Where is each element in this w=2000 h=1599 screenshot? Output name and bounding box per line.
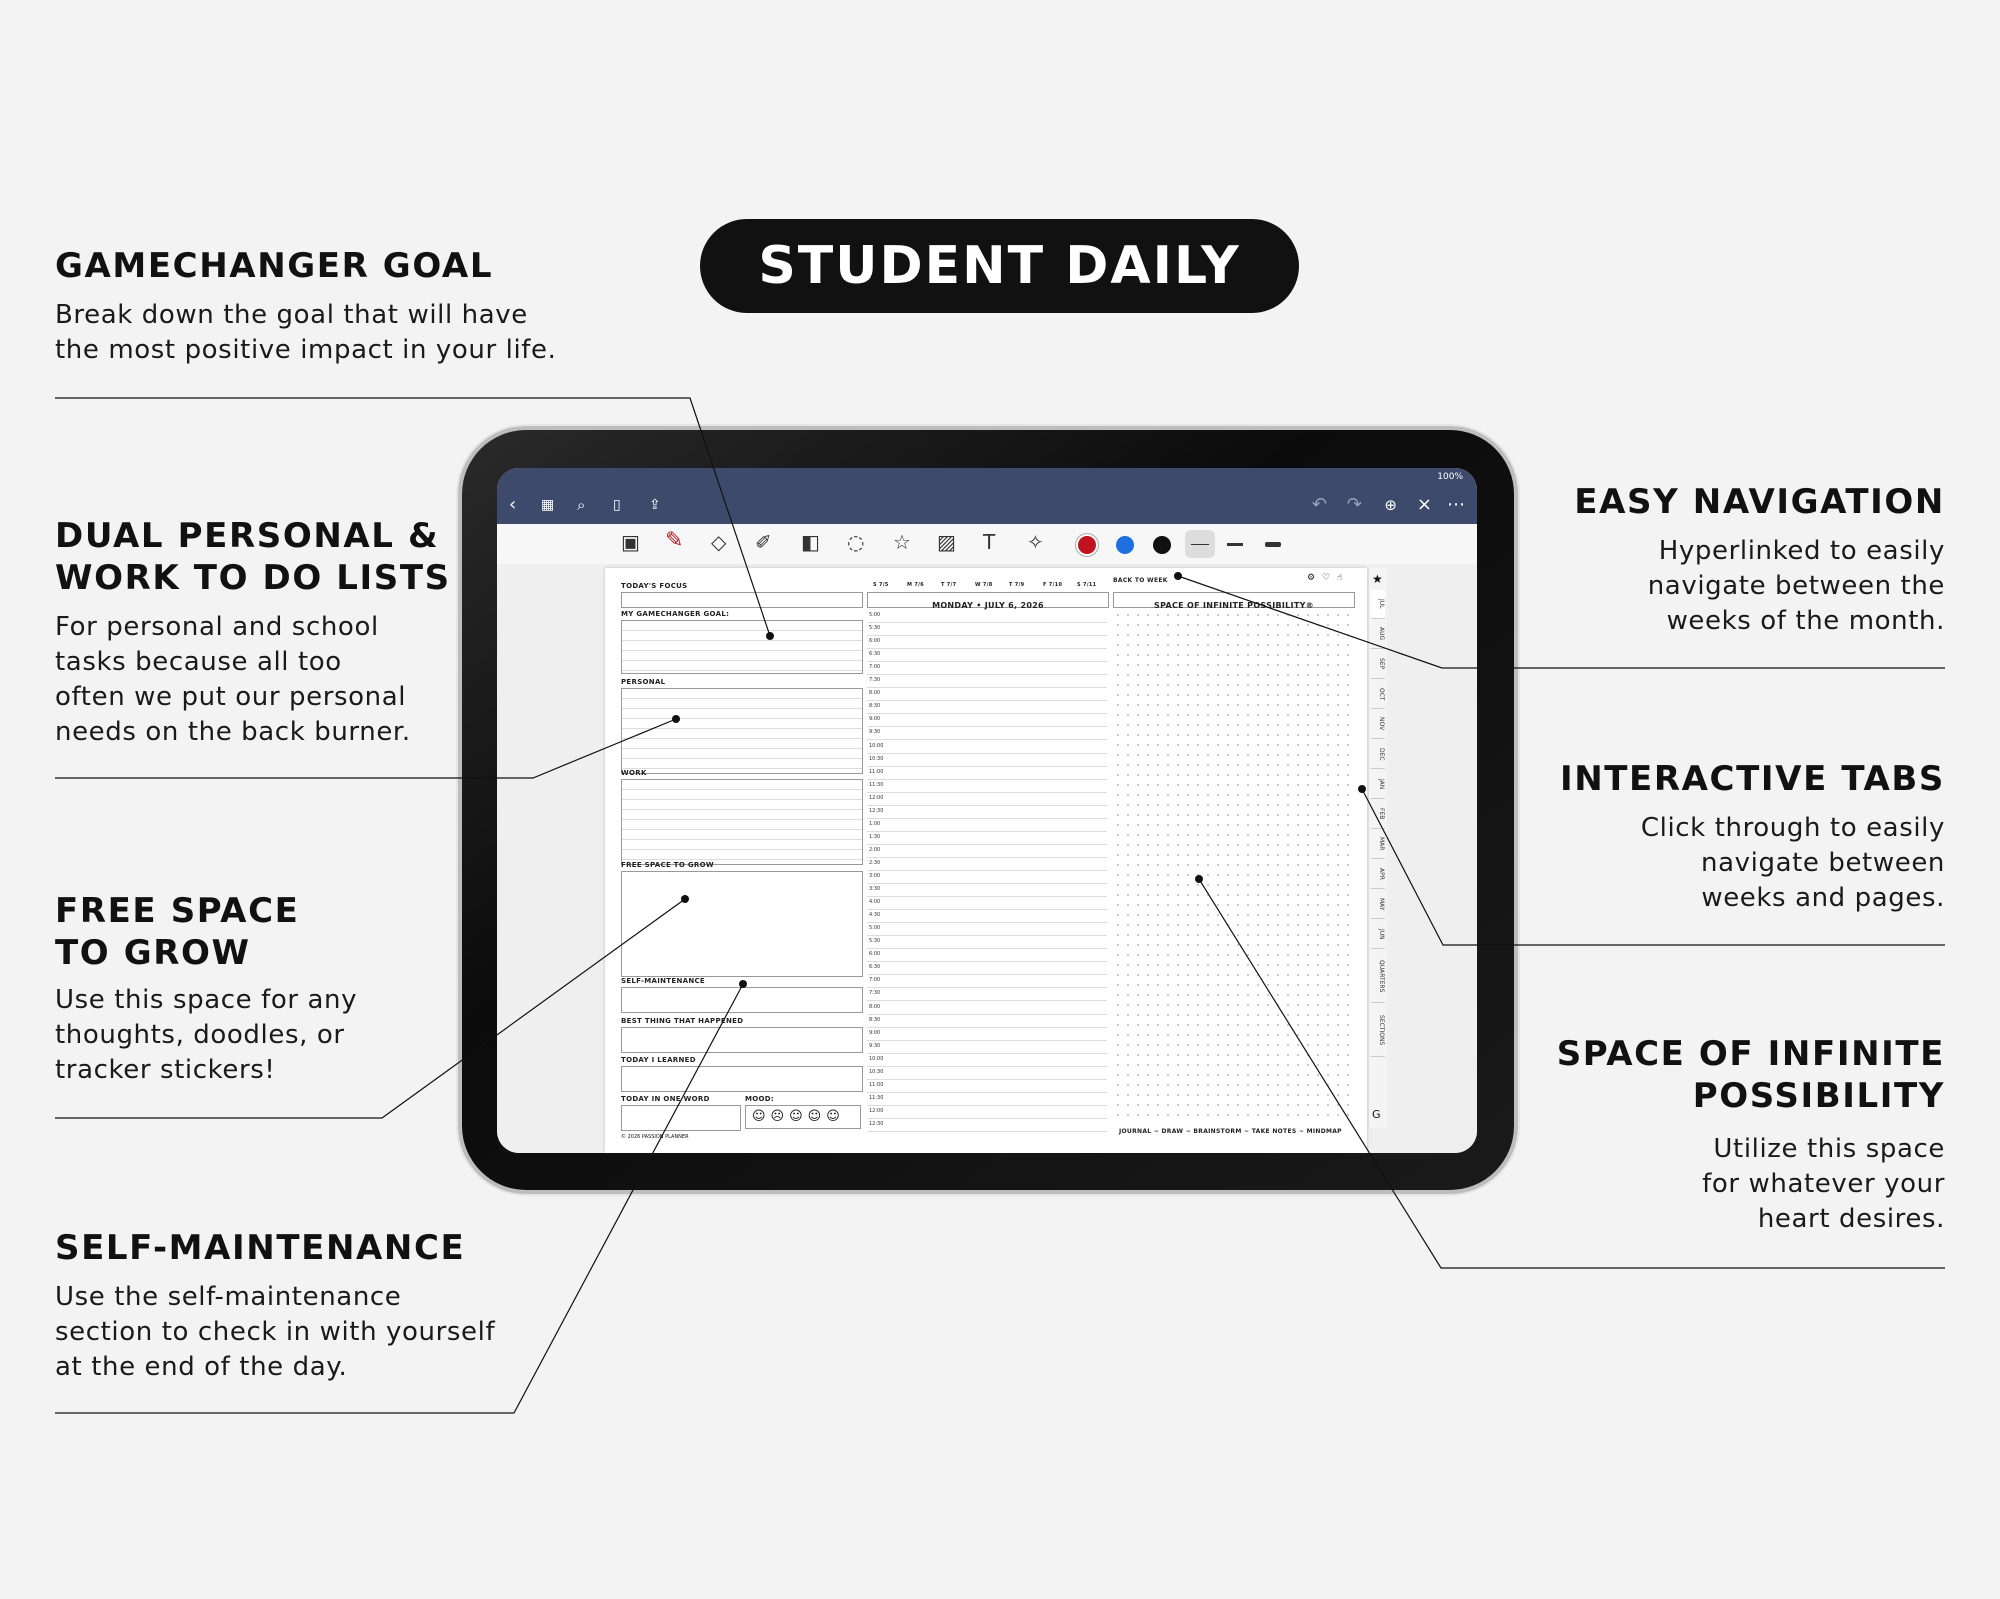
tab-feb[interactable]: FEB <box>1371 800 1385 829</box>
google-icon[interactable]: G <box>1372 1108 1381 1121</box>
eraser-icon[interactable]: ◇ <box>711 530 727 554</box>
time-label: 5:30 <box>869 938 881 945</box>
infinite-space-leader <box>1199 879 1945 1268</box>
time-label: 5:00 <box>869 612 881 618</box>
space-title: SPACE OF INFINITE POSSIBILITY® <box>1154 601 1314 610</box>
time-label: 4:00 <box>869 899 881 906</box>
self-maintenance-title: SELF-MAINTENANCE <box>55 1228 466 1268</box>
interactive-tabs-dot <box>1358 785 1366 793</box>
date-text: MONDAY • JULY 6, 2026 <box>932 601 1044 610</box>
add-page-icon[interactable]: ⊕ <box>1384 496 1397 514</box>
gamechanger-dot <box>766 632 774 640</box>
settings-icon[interactable]: ⚙ <box>1307 573 1316 583</box>
week-day-link[interactable]: W 7/8 <box>975 582 993 588</box>
tab-mar[interactable]: MAR <box>1371 830 1385 859</box>
back-icon[interactable]: ‹ <box>509 494 517 515</box>
week-day-link[interactable]: F 7/10 <box>1043 582 1063 588</box>
image-icon[interactable]: ▨ <box>937 530 956 554</box>
self-maintenance-dot <box>739 980 747 988</box>
time-label: 11:00 <box>869 1081 884 1088</box>
time-label: 2:30 <box>869 859 881 866</box>
free-space-label: FREE SPACE TO GROW <box>621 861 714 869</box>
time-label: 8:30 <box>869 1016 881 1023</box>
tab-nov[interactable]: NOV <box>1371 710 1385 739</box>
star-icon[interactable]: ★ <box>1372 572 1383 586</box>
time-label: 7:30 <box>869 990 881 997</box>
time-label: 1:30 <box>869 833 881 840</box>
self-maintenance-label: SELF-MAINTENANCE <box>621 977 706 985</box>
tab-sep[interactable]: SEP <box>1371 650 1385 679</box>
grid-icon[interactable]: ▦ <box>541 497 555 513</box>
copyright-text: © 2026 PASSION PLANNER <box>621 1134 689 1140</box>
dual-lists-body: For personal and school tasks because all too often we put our personal needs on the back burner. <box>55 612 411 747</box>
tab-sections[interactable]: SECTIONS <box>1371 1004 1385 1057</box>
learned-label: TODAY I LEARNED <box>621 1056 696 1064</box>
gamechanger-goal-label: MY GAMECHANGER GOAL: <box>621 610 730 618</box>
week-day-link[interactable]: S 7/5 <box>873 582 889 588</box>
time-label: 6:30 <box>869 651 881 658</box>
time-label: 6:00 <box>869 638 881 645</box>
time-label: 12:30 <box>869 807 884 814</box>
time-label: 4:30 <box>869 912 881 919</box>
time-label: 11:30 <box>869 1094 884 1101</box>
infinite-space-title: SPACE OF INFINITE POSSIBILITY <box>1556 1034 1945 1116</box>
time-label: 9:00 <box>869 1029 881 1036</box>
time-label: 9:30 <box>869 729 881 736</box>
gamechanger-body: Break down the goal that will have the most positive impact in your life. <box>55 300 557 365</box>
free-space-leader <box>55 899 685 1118</box>
infinite-space-dot <box>1195 875 1203 883</box>
time-label: 3:30 <box>869 886 881 893</box>
time-label: 12:00 <box>869 794 884 801</box>
time-label: 8:00 <box>869 1003 881 1010</box>
week-day-link[interactable]: M 7/6 <box>907 582 925 588</box>
personal-label: PERSONAL <box>621 678 666 686</box>
time-label: 6:30 <box>869 964 881 971</box>
text-icon[interactable]: T <box>983 530 996 554</box>
gamechanger-leader <box>55 398 770 636</box>
lasso-icon[interactable]: ◌ <box>847 530 865 554</box>
week-day-link[interactable]: T 7/7 <box>941 582 957 588</box>
pen-icon[interactable]: ✎ <box>665 528 684 553</box>
interactive-tabs-title: INTERACTIVE TABS <box>1559 759 1945 799</box>
work-label: WORK <box>621 769 647 777</box>
back-to-week-link[interactable]: BACK TO WEEK <box>1113 577 1168 584</box>
time-label: 7:00 <box>869 977 881 984</box>
time-label: 5:00 <box>869 925 881 932</box>
self-maintenance-body: Use the self-maintenance section to check in with yourself at the end of the day. <box>55 1282 496 1382</box>
interactive-tabs-leader <box>1362 789 1945 945</box>
sticker-icon[interactable]: ☆ <box>893 530 911 554</box>
space-footer: JOURNAL ~ DRAW ~ BRAINSTORM ~ TAKE NOTES ~ MINDMAP <box>1119 1128 1342 1135</box>
week-day-link[interactable]: S 7/11 <box>1077 582 1097 588</box>
tab-jun[interactable]: JUN <box>1371 920 1385 949</box>
tab-quarters[interactable]: QUARTERS <box>1371 950 1385 1003</box>
easy-navigation-title: EASY NAVIGATION <box>1574 482 1945 522</box>
close-icon[interactable]: × <box>1416 494 1432 515</box>
time-label: 10:30 <box>869 1068 884 1075</box>
mood-label: MOOD: <box>745 1095 774 1103</box>
time-label: 7:30 <box>869 677 881 684</box>
dual-lists-leader <box>55 719 676 778</box>
mood-selector[interactable]: ☺☹☺☺☺ <box>745 1105 861 1129</box>
tab-jul[interactable]: JUL <box>1371 590 1385 619</box>
free-space-dot <box>681 895 689 903</box>
interactive-tabs-body: Click through to easily navigate between weeks and pages. <box>1640 813 1945 913</box>
self-maintenance-leader <box>55 984 743 1413</box>
easy-navigation-dot <box>1174 572 1182 580</box>
gamechanger-title: GAMECHANGER GOAL <box>55 246 494 286</box>
tab-may[interactable]: MAY <box>1371 890 1385 919</box>
time-label: 7:00 <box>869 664 881 671</box>
search-icon[interactable]: ⌕ <box>577 496 586 514</box>
easy-navigation-leader <box>1178 576 1945 668</box>
free-space-body: Use this space for any thoughts, doodles, or tracker stickers! <box>55 985 358 1085</box>
time-label: 2:00 <box>869 846 881 853</box>
time-label: 12:30 <box>869 1120 884 1127</box>
heart-icon[interactable]: ♡ <box>1322 573 1331 583</box>
dual-lists-dot <box>672 715 680 723</box>
time-label: 9:30 <box>869 1042 881 1049</box>
shapes-icon[interactable]: ◧ <box>801 530 820 554</box>
time-label: 8:00 <box>869 690 881 697</box>
tab-apr[interactable]: APR <box>1371 860 1385 889</box>
time-label: 10:30 <box>869 755 884 762</box>
time-label: 3:00 <box>869 873 881 879</box>
time-label: 9:00 <box>869 716 881 723</box>
todays-focus-label: TODAY'S FOCUS <box>621 582 688 590</box>
tab-jan[interactable]: JAN <box>1371 770 1385 799</box>
thumbs-up-icon[interactable]: ☝ <box>1337 573 1343 583</box>
time-label: 11:30 <box>869 781 884 788</box>
tab-dec[interactable]: DEC <box>1371 740 1385 769</box>
time-label: 6:00 <box>869 951 881 958</box>
dual-lists-title: DUAL PERSONAL & WORK TO DO LISTS <box>55 516 451 598</box>
time-label: 8:30 <box>869 703 881 710</box>
time-label: 10:00 <box>869 1055 884 1062</box>
highlighter-icon[interactable]: ✐ <box>755 530 772 554</box>
undo-icon[interactable]: ↶ <box>1311 494 1327 515</box>
easy-navigation-body: Hyperlinked to easily navigate between the weeks of the month. <box>1647 536 1945 636</box>
battery-status: 100% <box>1437 472 1463 482</box>
time-label: 1:00 <box>869 820 881 827</box>
week-day-link[interactable]: T 7/9 <box>1009 582 1025 588</box>
page-title: STUDENT DAILY <box>700 219 1299 313</box>
time-label: 10:00 <box>869 742 884 749</box>
free-space-title: FREE SPACE TO GROW <box>55 891 300 973</box>
time-label: 5:30 <box>869 625 881 632</box>
one-word-label: TODAY IN ONE WORD <box>621 1095 710 1103</box>
time-label: 12:00 <box>869 1107 884 1114</box>
time-label: 11:00 <box>869 768 884 775</box>
more-icon[interactable]: ⋯ <box>1447 494 1465 515</box>
laser-icon[interactable]: ✧ <box>1027 530 1044 554</box>
redo-icon[interactable]: ↷ <box>1346 494 1362 515</box>
read-mode-icon[interactable]: ▣ <box>621 530 640 554</box>
infinite-space-body: Utilize this space for whatever your heart desires. <box>1702 1134 1945 1234</box>
share-icon[interactable]: ⇪ <box>649 497 661 513</box>
tab-aug[interactable]: AUG <box>1371 620 1385 649</box>
best-thing-label: BEST THING THAT HAPPENED <box>621 1017 744 1025</box>
bookmark-icon[interactable]: ▯ <box>613 497 621 513</box>
tab-oct[interactable]: OCT <box>1371 680 1385 709</box>
